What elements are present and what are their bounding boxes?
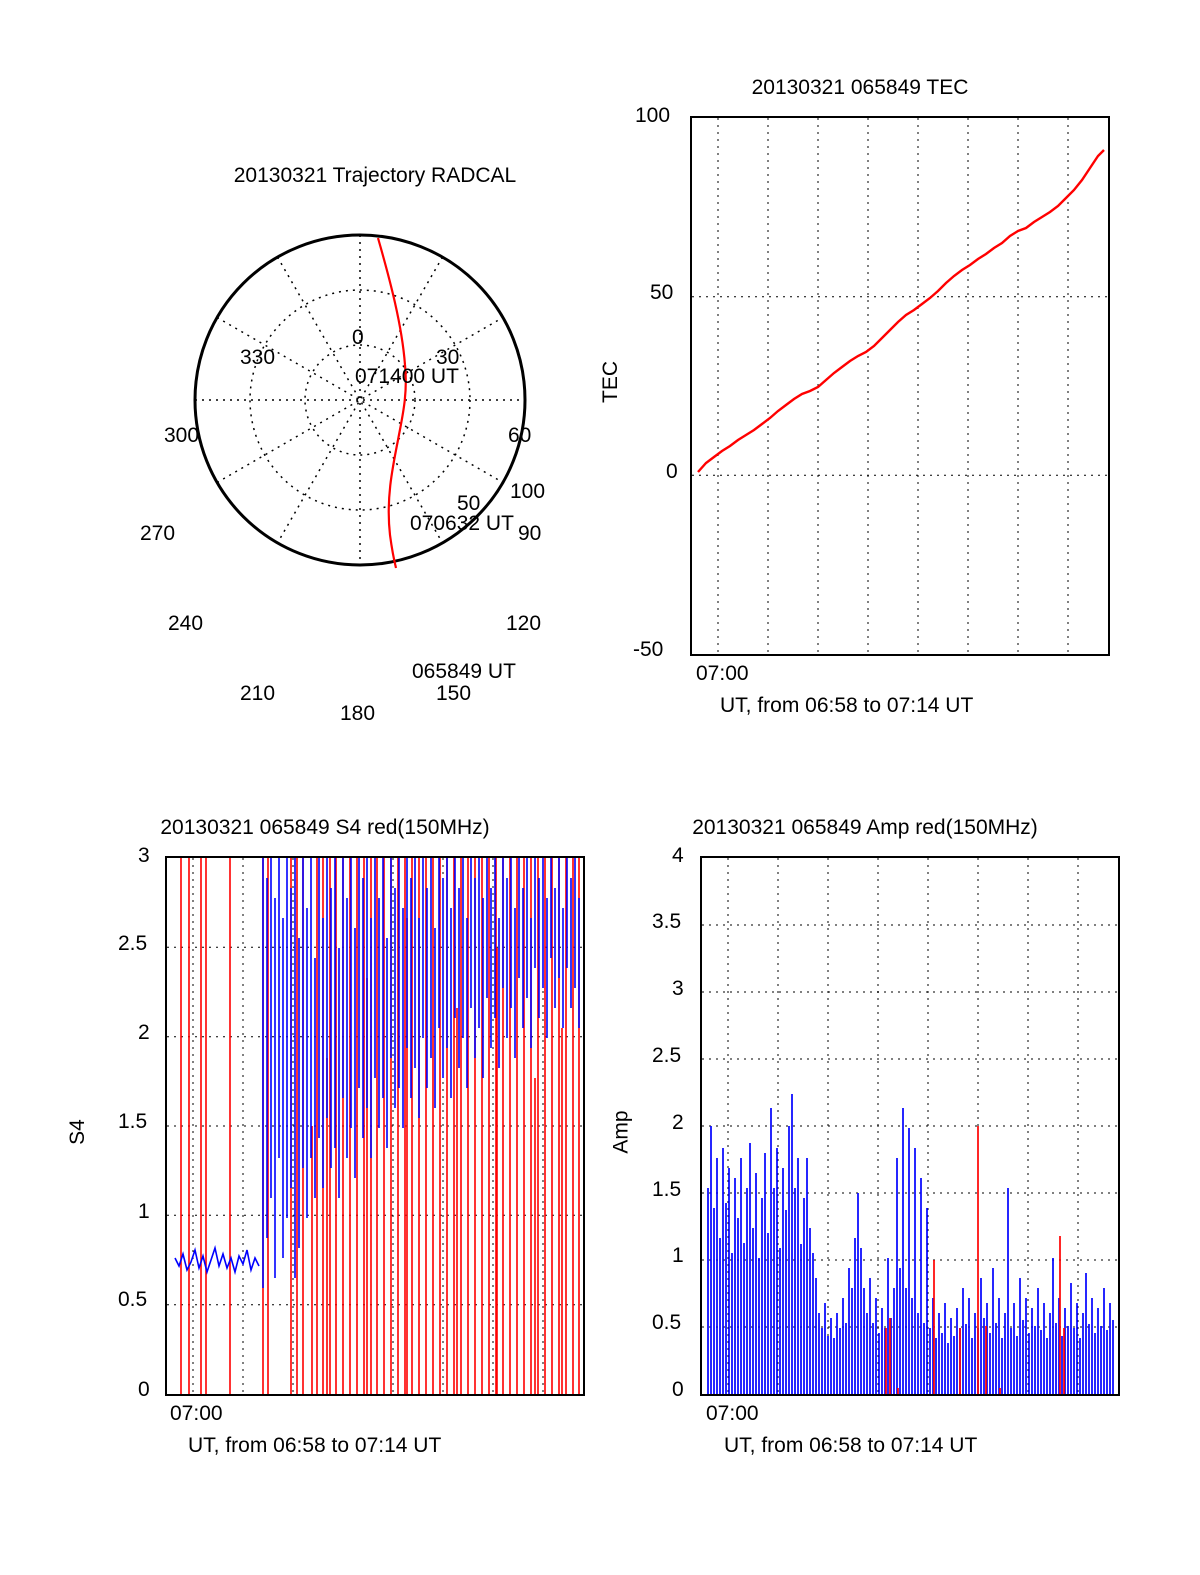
s4-ytick-2.5: 2.5 xyxy=(118,932,148,955)
polar-tick-120: 120 xyxy=(506,612,542,635)
amp-ytick-1.5: 1.5 xyxy=(652,1178,682,1201)
trajectory-title: 20130321 Trajectory RADCAL xyxy=(233,164,517,187)
tec-trace xyxy=(698,150,1104,472)
tec-ytick-0: 0 xyxy=(666,460,678,483)
amp-ytick-3.5: 3.5 xyxy=(652,910,682,933)
amp-ytick-1: 1 xyxy=(672,1244,684,1267)
amp-xlabel: UT, from 06:58 to 07:14 UT xyxy=(724,1434,978,1457)
s4-ylabel: S4 xyxy=(65,1119,89,1145)
amp-ytick-2.5: 2.5 xyxy=(652,1044,682,1067)
trajectory-annotation-071400: 071400 UT xyxy=(355,365,459,388)
polar-tick-150: 150 xyxy=(436,682,472,705)
amp-xtick-0700: 07:00 xyxy=(706,1402,759,1425)
tec-plot-svg xyxy=(692,118,1108,654)
s4-trace-blue-quiet xyxy=(175,1248,259,1272)
polar-tick-330: 330 xyxy=(240,346,276,369)
polar-tick-240: 240 xyxy=(168,612,204,635)
trajectory-annotation-070632: 070632 UT xyxy=(410,512,514,535)
amp-ytick-2: 2 xyxy=(672,1111,684,1134)
tec-gridlines xyxy=(692,118,1108,654)
s4-plot-area xyxy=(165,856,585,1396)
tec-ytick--50: -50 xyxy=(633,638,664,661)
amp-ytick-0.5: 0.5 xyxy=(652,1311,682,1334)
amp-plot-svg xyxy=(702,858,1118,1394)
s4-ytick-1.5: 1.5 xyxy=(118,1110,148,1133)
trajectory-annotation-065849: 065849 UT xyxy=(412,660,516,683)
amp-ytick-4: 4 xyxy=(672,844,684,867)
amp-ytick-3: 3 xyxy=(672,977,684,1000)
s4-xlabel: UT, from 06:58 to 07:14 UT xyxy=(188,1434,442,1457)
s4-ytick-2: 2 xyxy=(138,1021,150,1044)
s4-ytick-3: 3 xyxy=(138,844,150,867)
polar-tick-270: 270 xyxy=(140,522,176,545)
polar-tick-60: 60 xyxy=(508,424,532,447)
tec-ylabel: TEC xyxy=(599,361,622,403)
tec-xlabel: UT, from 06:58 to 07:14 UT xyxy=(720,694,974,717)
amp-panel xyxy=(600,800,1130,1460)
amp-title: 20130321 065849 Amp red(150MHz) xyxy=(692,816,1038,839)
polar-tick-300: 300 xyxy=(164,424,200,447)
s4-panel xyxy=(60,800,590,1460)
amp-plot-area xyxy=(700,856,1120,1396)
s4-title: 20130321 065849 S4 red(150MHz) xyxy=(160,816,490,839)
tec-plot-area xyxy=(690,116,1110,656)
s4-plot-svg xyxy=(167,858,583,1394)
tec-xtick-0700: 07:00 xyxy=(696,662,749,685)
amp-ytick-0: 0 xyxy=(672,1378,684,1401)
tec-ytick-100: 100 xyxy=(635,104,671,127)
polar-tick-210: 210 xyxy=(240,682,276,705)
polar-tick-90: 90 xyxy=(518,522,542,545)
polar-tick-0: 0 xyxy=(352,326,364,349)
trajectory-panel xyxy=(140,150,610,725)
polar-rtick-50: 50 xyxy=(457,492,481,515)
polar-tick-180: 180 xyxy=(340,702,376,725)
polar-rtick-100: 100 xyxy=(510,480,546,503)
s4-xtick-0700: 07:00 xyxy=(170,1402,223,1425)
tec-panel xyxy=(600,60,1120,720)
polar-tick-30: 30 xyxy=(436,346,460,369)
s4-ytick-0.5: 0.5 xyxy=(118,1288,148,1311)
amp-trace-blue xyxy=(708,1094,1113,1394)
tec-ytick-50: 50 xyxy=(650,281,674,304)
tec-title: 20130321 065849 TEC xyxy=(751,76,969,99)
s4-ytick-1: 1 xyxy=(138,1200,150,1223)
s4-ytick-0: 0 xyxy=(138,1378,150,1401)
amp-ylabel: Amp xyxy=(609,1110,633,1154)
